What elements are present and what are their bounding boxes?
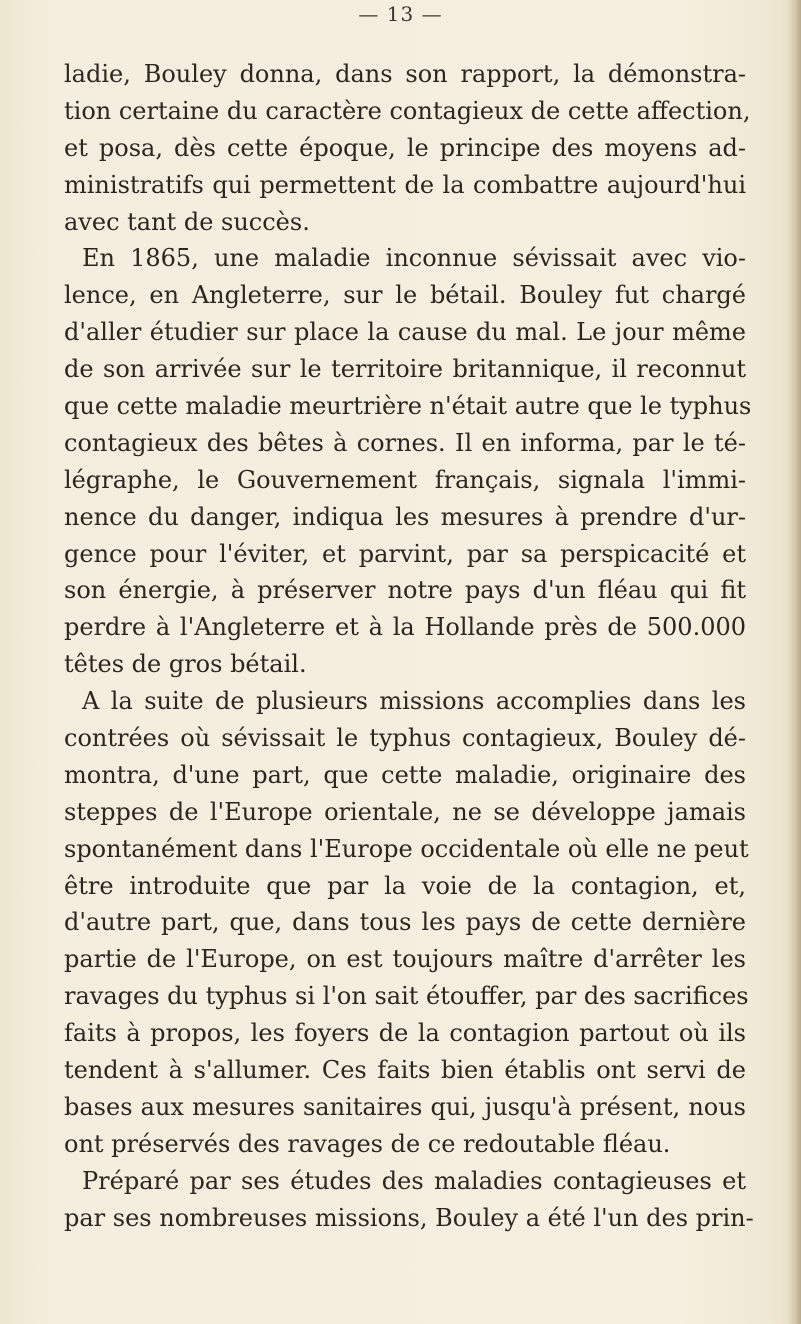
text-line: montra, d'une part, que cette maladie, originaire des: [64, 760, 746, 789]
page-number: — 13 —: [358, 2, 443, 26]
text-line: par ses nombreuses missions, Bouley a été l'un des prin-: [64, 1203, 754, 1232]
text-line: gence pour l'éviter, et parvint, par sa perspicacité et: [64, 539, 746, 568]
text-line: Préparé par ses études des maladies contagieuses et: [82, 1166, 746, 1195]
text-line: que cette maladie meurtrière n'était autre que le typhus: [64, 392, 752, 421]
text-line: être introduite que par la voie de la contagion, et,: [64, 871, 746, 900]
text-line: avec tant de succès.: [64, 207, 310, 236]
text-line: faits à propos, les foyers de la contagion partout où ils: [64, 1019, 746, 1048]
body-text: [64, 56, 754, 1237]
text-line: ladie, Bouley donna, dans son rapport, la démonstra-: [64, 60, 746, 88]
text-line: contrées où sévissait le typhus contagieux, Bouley dé-: [64, 724, 746, 753]
text-line: d'autre part, que, dans tous les pays de cette dernière: [64, 908, 746, 937]
text-line: ravages du typhus si l'on sait étouffer, par des sacrifices: [64, 982, 749, 1011]
text-line: contagieux des bêtes à cornes. Il en informa, par le té-: [64, 428, 746, 457]
text-line: partie de l'Europe, on est toujours maître d'arrêter les: [64, 945, 746, 974]
text-line: nence du danger, indiqua les mesures à prendre d'ur-: [64, 502, 746, 531]
text-line: de son arrivée sur le territoire britannique, il reconnut: [64, 355, 746, 384]
page-edge-shadow: [787, 0, 801, 1324]
text-line: ministratifs qui permettent de la combattre aujourd'hui: [64, 170, 746, 199]
text-line: steppes de l'Europe orientale, ne se développe jamais: [64, 797, 746, 826]
text-line: d'aller étudier sur place la cause du mal. Le jour même: [64, 318, 746, 347]
text-line: ont préservés des ravages de ce redoutable fléau.: [64, 1129, 671, 1158]
text-line: bases aux mesures sanitaires qui, jusqu'à présent, nous: [64, 1092, 746, 1121]
text-line: et posa, dès cette époque, le principe des moyens ad-: [64, 133, 746, 162]
text-line: lence, en Angleterre, sur le bétail. Bouley fut chargé: [64, 281, 746, 310]
text-line: spontanément dans l'Europe occidentale où elle ne peut: [64, 834, 749, 863]
text-line: perdre à l'Angleterre et à la Hollande près de 500.000: [64, 613, 746, 642]
text-line: A la suite de plusieurs missions accomplies dans les: [82, 687, 746, 716]
text-line: tion certaine du caractère contagieux de cette affection,: [64, 96, 751, 125]
text-line: son énergie, à préserver notre pays d'un fléau qui fit: [64, 576, 746, 605]
text-line: têtes de gros bétail.: [64, 650, 307, 679]
text-line: En 1865, une maladie inconnue sévissait avec vio-: [82, 244, 746, 273]
text-line: légraphe, le Gouvernement français, signala l'immi-: [64, 465, 746, 494]
text-line: tendent à s'allumer. Ces faits bien établis ont servi de: [64, 1056, 746, 1085]
